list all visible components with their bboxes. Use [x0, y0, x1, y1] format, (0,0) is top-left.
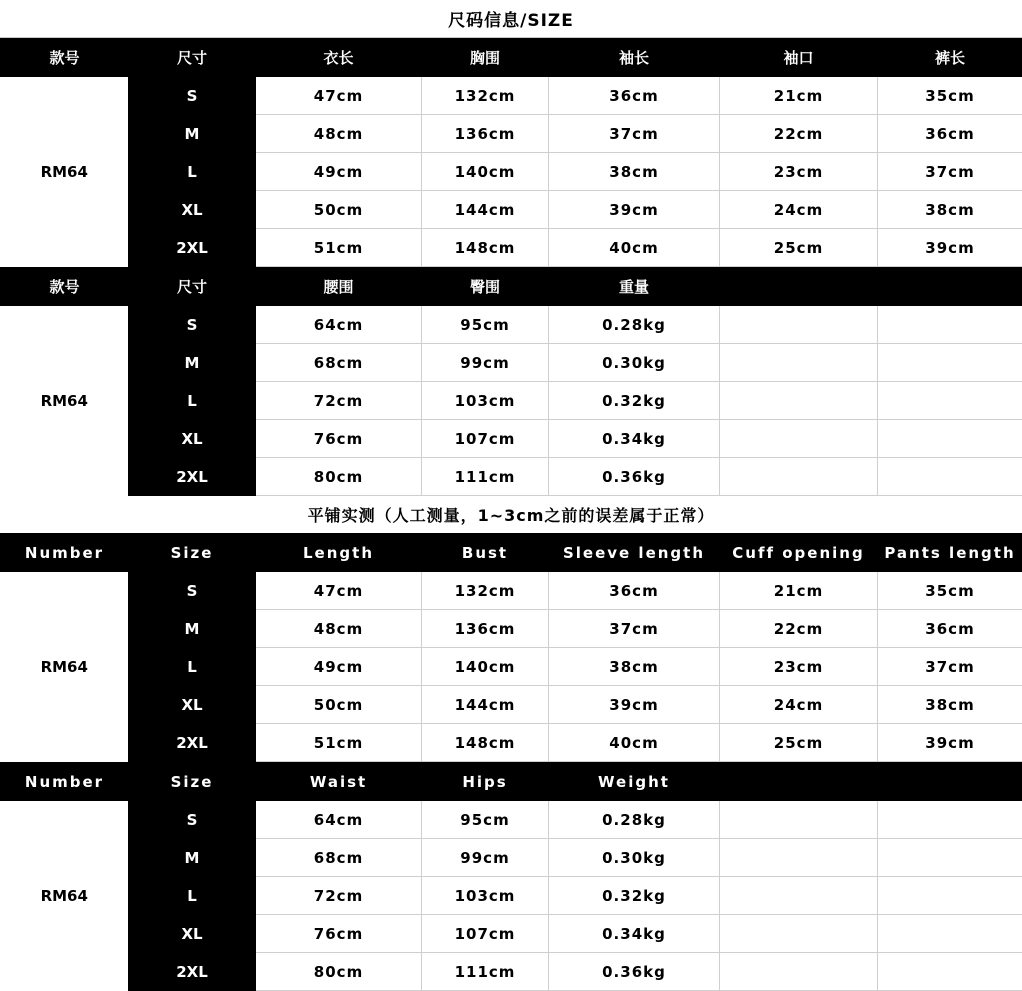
- column-header: 款号: [1, 39, 129, 77]
- measurement-cell: 40cm: [549, 229, 720, 267]
- column-header: 袖口: [720, 39, 878, 77]
- size-table: [0, 762, 1022, 991]
- size-label: M: [129, 115, 256, 153]
- table-row: [1, 648, 1022, 686]
- measurement-cell: 49cm: [256, 153, 422, 191]
- table-row: [1, 229, 1022, 267]
- measurement-cell: 140cm: [422, 648, 549, 686]
- size-label: M: [129, 344, 256, 382]
- measurement-cell: 107cm: [422, 915, 549, 953]
- measurement-cell: 25cm: [720, 229, 878, 267]
- column-header: Length: [256, 534, 422, 572]
- measurement-cell: 64cm: [256, 801, 422, 839]
- measurement-cell: 103cm: [422, 877, 549, 915]
- measurement-cell: 38cm: [878, 686, 1022, 724]
- measurement-cell: 48cm: [256, 610, 422, 648]
- empty-cell: [720, 382, 878, 420]
- empty-cell: [878, 877, 1022, 915]
- size-label: XL: [129, 420, 256, 458]
- column-header: 腰围: [256, 268, 422, 306]
- measurement-cell: 35cm: [878, 572, 1022, 610]
- measurement-cell: 80cm: [256, 458, 422, 496]
- empty-cell: [878, 915, 1022, 953]
- table-row: [1, 686, 1022, 724]
- size-table: [0, 267, 1022, 496]
- measurement-cell: 72cm: [256, 382, 422, 420]
- column-header: 尺寸: [129, 39, 256, 77]
- measurement-cell: 107cm: [422, 420, 549, 458]
- measurement-cell: 49cm: [256, 648, 422, 686]
- size-label: XL: [129, 915, 256, 953]
- column-header: [878, 763, 1022, 801]
- size-label: S: [129, 306, 256, 344]
- empty-cell: [720, 458, 878, 496]
- empty-cell: [878, 344, 1022, 382]
- measurement-cell: 0.32kg: [549, 382, 720, 420]
- measurement-cell: 23cm: [720, 153, 878, 191]
- column-header: Sleeve length: [549, 534, 720, 572]
- empty-cell: [720, 306, 878, 344]
- size-label: M: [129, 839, 256, 877]
- column-header: Pants length: [878, 534, 1022, 572]
- size-label: S: [129, 77, 256, 115]
- table-row: [1, 915, 1022, 953]
- header-row: [1, 39, 1022, 77]
- measurement-cell: 25cm: [720, 724, 878, 762]
- table-row: [1, 724, 1022, 762]
- model-number: RM64: [1, 306, 129, 496]
- measurement-cell: 0.28kg: [549, 306, 720, 344]
- column-header: [878, 268, 1022, 306]
- table-row: [1, 382, 1022, 420]
- empty-cell: [720, 344, 878, 382]
- measurement-cell: 99cm: [422, 839, 549, 877]
- measurement-cell: 0.30kg: [549, 344, 720, 382]
- column-header: Size: [129, 763, 256, 801]
- measurement-cell: 148cm: [422, 229, 549, 267]
- table-row: [1, 458, 1022, 496]
- column-header: Cuff opening: [720, 534, 878, 572]
- model-number: RM64: [1, 572, 129, 762]
- empty-cell: [720, 420, 878, 458]
- empty-cell: [878, 839, 1022, 877]
- measurement-cell: 0.36kg: [549, 458, 720, 496]
- measurement-cell: 76cm: [256, 420, 422, 458]
- measurement-cell: 39cm: [549, 191, 720, 229]
- measurement-cell: 24cm: [720, 686, 878, 724]
- measurement-cell: 99cm: [422, 344, 549, 382]
- measurement-cell: 37cm: [878, 648, 1022, 686]
- column-header: 重量: [549, 268, 720, 306]
- column-header: 衣长: [256, 39, 422, 77]
- empty-cell: [878, 458, 1022, 496]
- column-header: Waist: [256, 763, 422, 801]
- measurement-cell: 39cm: [549, 686, 720, 724]
- measurement-cell: 144cm: [422, 191, 549, 229]
- measurement-cell: 0.32kg: [549, 877, 720, 915]
- measurement-cell: 37cm: [549, 115, 720, 153]
- size-table-cn-2: [0, 267, 1022, 496]
- size-table-en-2: [0, 762, 1022, 991]
- measurement-cell: 48cm: [256, 115, 422, 153]
- measurement-cell: 0.34kg: [549, 420, 720, 458]
- empty-cell: [878, 801, 1022, 839]
- size-label: XL: [129, 191, 256, 229]
- measurement-cell: 47cm: [256, 77, 422, 115]
- measurement-cell: 132cm: [422, 572, 549, 610]
- measurement-cell: 103cm: [422, 382, 549, 420]
- column-header: [720, 268, 878, 306]
- model-number: RM64: [1, 77, 129, 267]
- column-header: 裤长: [878, 39, 1022, 77]
- measurement-cell: 24cm: [720, 191, 878, 229]
- measurement-cell: 50cm: [256, 686, 422, 724]
- size-label: L: [129, 153, 256, 191]
- measurement-cell: 72cm: [256, 877, 422, 915]
- measurement-cell: 68cm: [256, 839, 422, 877]
- column-header: Hips: [422, 763, 549, 801]
- header-row: [1, 534, 1022, 572]
- table-row: [1, 839, 1022, 877]
- measurement-cell: 0.34kg: [549, 915, 720, 953]
- size-label: S: [129, 801, 256, 839]
- size-label: XL: [129, 686, 256, 724]
- measurement-cell: 148cm: [422, 724, 549, 762]
- size-label: 2XL: [129, 458, 256, 496]
- size-table: [0, 533, 1022, 762]
- measurement-cell: 36cm: [878, 115, 1022, 153]
- column-header: Bust: [422, 534, 549, 572]
- measurement-cell: 111cm: [422, 458, 549, 496]
- empty-cell: [720, 839, 878, 877]
- empty-cell: [878, 953, 1022, 991]
- measurement-cell: 38cm: [549, 648, 720, 686]
- table-row: [1, 306, 1022, 344]
- measurement-cell: 0.36kg: [549, 953, 720, 991]
- empty-cell: [720, 801, 878, 839]
- measurement-cell: 132cm: [422, 77, 549, 115]
- size-label: 2XL: [129, 229, 256, 267]
- empty-cell: [720, 877, 878, 915]
- measurement-cell: 36cm: [878, 610, 1022, 648]
- measurement-cell: 80cm: [256, 953, 422, 991]
- table-row: [1, 344, 1022, 382]
- size-table: [0, 38, 1022, 267]
- size-table-en-1: [0, 533, 1022, 762]
- measurement-cell: 37cm: [549, 610, 720, 648]
- measurement-cell: 76cm: [256, 915, 422, 953]
- empty-cell: [878, 420, 1022, 458]
- column-header: Size: [129, 534, 256, 572]
- measurement-cell: 40cm: [549, 724, 720, 762]
- column-header: Weight: [549, 763, 720, 801]
- measurement-cell: 51cm: [256, 229, 422, 267]
- table-row: [1, 77, 1022, 115]
- measurement-cell: 136cm: [422, 610, 549, 648]
- column-header: 尺寸: [129, 268, 256, 306]
- empty-cell: [720, 953, 878, 991]
- model-number: RM64: [1, 801, 129, 991]
- size-label: L: [129, 648, 256, 686]
- measurement-cell: 47cm: [256, 572, 422, 610]
- table-row: [1, 572, 1022, 610]
- empty-cell: [720, 915, 878, 953]
- table-row: [1, 191, 1022, 229]
- measurement-note: 平铺实测（人工测量，1~3cm之前的误差属于正常）: [0, 496, 1022, 533]
- measurement-cell: 95cm: [422, 306, 549, 344]
- measurement-cell: 21cm: [720, 77, 878, 115]
- measurement-cell: 136cm: [422, 115, 549, 153]
- size-label: L: [129, 877, 256, 915]
- column-header: Number: [1, 534, 129, 572]
- size-label: M: [129, 610, 256, 648]
- measurement-cell: 38cm: [878, 191, 1022, 229]
- measurement-cell: 22cm: [720, 610, 878, 648]
- size-label: S: [129, 572, 256, 610]
- measurement-cell: 64cm: [256, 306, 422, 344]
- column-header: 胸围: [422, 39, 549, 77]
- measurement-cell: 39cm: [878, 724, 1022, 762]
- column-header: 臀围: [422, 268, 549, 306]
- measurement-cell: 0.28kg: [549, 801, 720, 839]
- empty-cell: [878, 382, 1022, 420]
- header-row: [1, 763, 1022, 801]
- column-header: [720, 763, 878, 801]
- column-header: Number: [1, 763, 129, 801]
- table-row: [1, 153, 1022, 191]
- table-row: [1, 115, 1022, 153]
- measurement-cell: 37cm: [878, 153, 1022, 191]
- measurement-cell: 36cm: [549, 572, 720, 610]
- measurement-cell: 35cm: [878, 77, 1022, 115]
- measurement-cell: 22cm: [720, 115, 878, 153]
- size-label: 2XL: [129, 953, 256, 991]
- measurement-cell: 38cm: [549, 153, 720, 191]
- column-header: 袖长: [549, 39, 720, 77]
- size-table-cn-1: [0, 38, 1022, 267]
- measurement-cell: 0.30kg: [549, 839, 720, 877]
- size-label: 2XL: [129, 724, 256, 762]
- measurement-cell: 50cm: [256, 191, 422, 229]
- measurement-cell: 68cm: [256, 344, 422, 382]
- measurement-cell: 51cm: [256, 724, 422, 762]
- empty-cell: [878, 306, 1022, 344]
- measurement-cell: 140cm: [422, 153, 549, 191]
- table-row: [1, 953, 1022, 991]
- table-row: [1, 801, 1022, 839]
- measurement-cell: 36cm: [549, 77, 720, 115]
- column-header: 款号: [1, 268, 129, 306]
- size-label: L: [129, 382, 256, 420]
- measurement-cell: 95cm: [422, 801, 549, 839]
- header-row: [1, 268, 1022, 306]
- measurement-cell: 21cm: [720, 572, 878, 610]
- table-row: [1, 420, 1022, 458]
- measurement-cell: 39cm: [878, 229, 1022, 267]
- measurement-cell: 144cm: [422, 686, 549, 724]
- measurement-cell: 23cm: [720, 648, 878, 686]
- table-row: [1, 610, 1022, 648]
- page-title: 尺码信息/SIZE: [0, 0, 1022, 38]
- measurement-cell: 111cm: [422, 953, 549, 991]
- table-row: [1, 877, 1022, 915]
